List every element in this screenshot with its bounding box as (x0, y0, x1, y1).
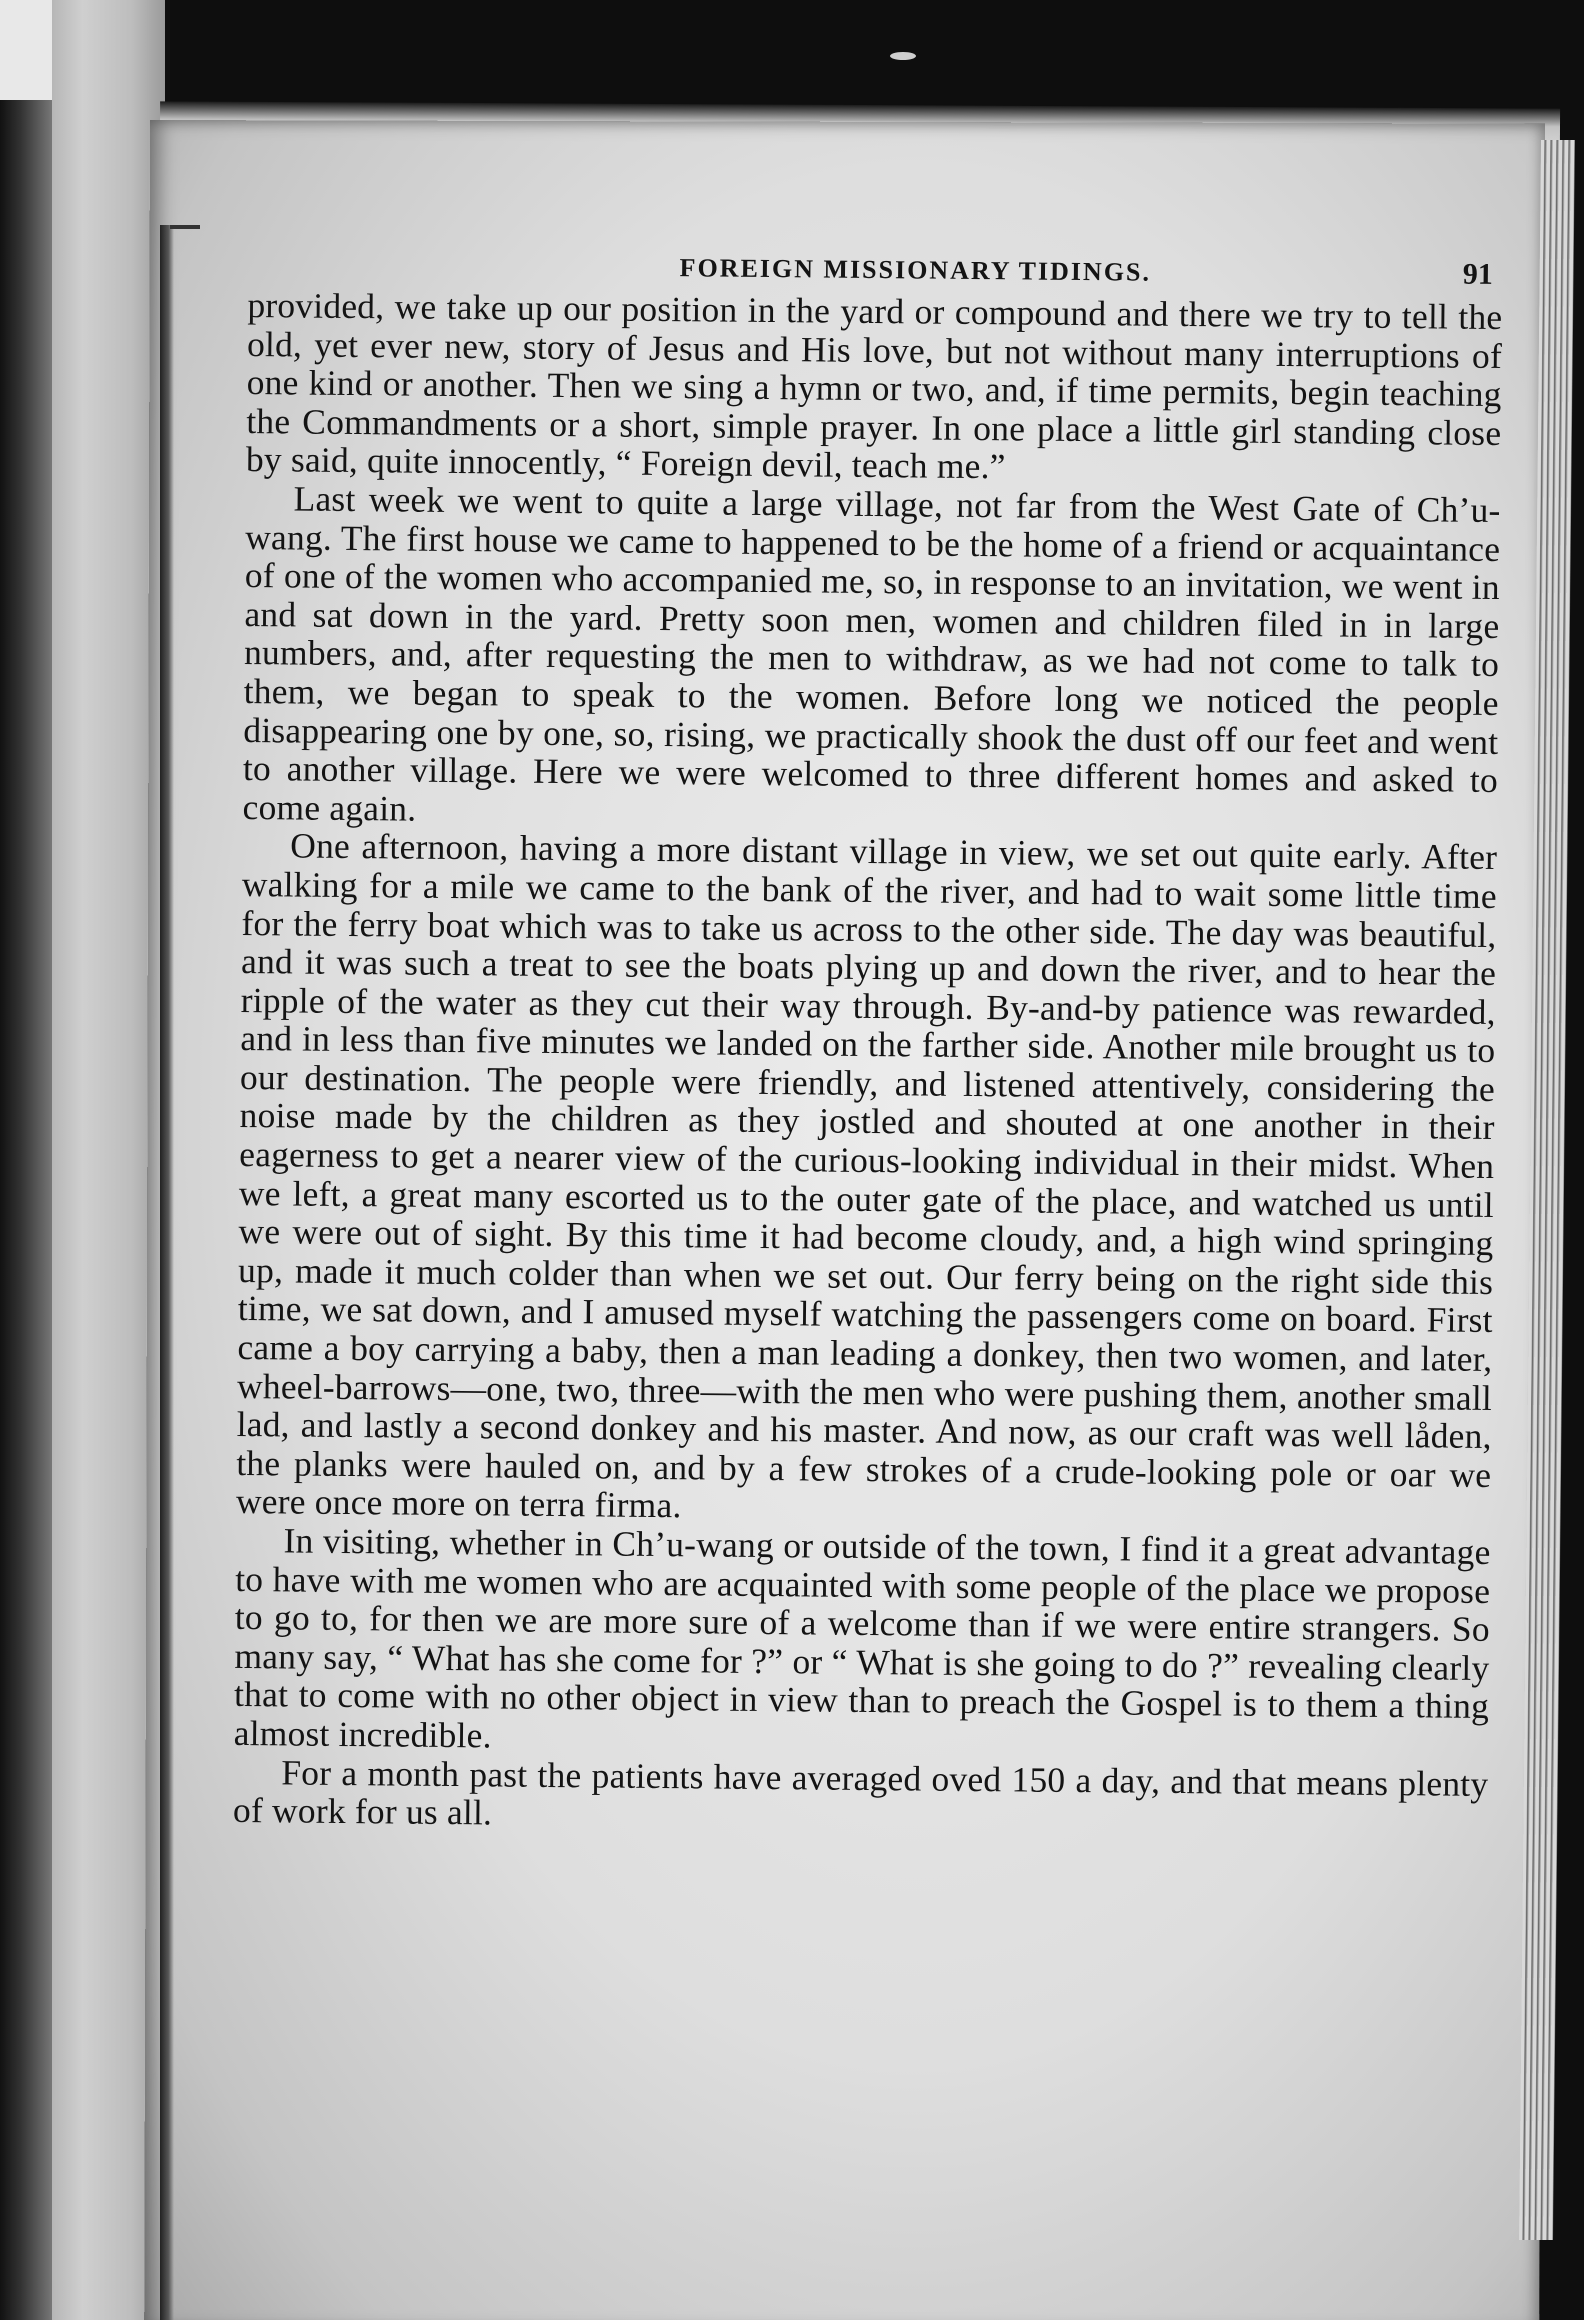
page-fold-shadow (160, 225, 174, 2320)
paragraph: provided, we take up our position in the yard or compound and there we try to tell the old, yet ever new, story of Jesus and His love, but not without many interruptions of one kind or another. Then we sing a hymn or two, and, if time permits, begin teaching the Commandments or a short, simple prayer. In one place a little girl standing close by said, quite innocently, “ Foreign devil, teach me.” (245, 284, 1503, 487)
page-number: 91 (1462, 257, 1493, 291)
paragraph: In visiting, whether in Ch’u-wang or outside of the town, I find it a great advantage to have with me women who are acquainted with some people of the place we propose to go to, for then we are more sure of a welcome than if we were entire strangers. So many say, “ What has she come for ?” or “ What is she going to do ?” revealing clearly that to come with no other object in view than to preach the Gospel is to them a thing almost incredible. (233, 1520, 1491, 1756)
paragraph: For a month past the patients have averaged oved 150 a day, and that means plenty of work for us all. (232, 1751, 1489, 1833)
paragraph: Last week we went to quite a large village, not far from the West Gate of Ch’u-wang. The first house we came to happened to be the home of a friend or acquaintance of one of the women who accompanied me, so, in response to an invitation, we went in and sat down in the yard. Pretty soon men, women and children filed in in large numbers, and, after requesting the men to withdraw, as we had not come to talk to them, we began to speak to the women. Before long we noticed the people disappearing one by one, so, rising, we practically shook the dust off our feet and went to another village. Here we were welcomed to three different homes and asked to come again. (242, 478, 1501, 829)
dust-speck (890, 52, 916, 60)
paragraph: One afternoon, having a more distant village in view, we set out quite early. After walking for a mile we came to the bank of the river, and had to wait some little time for the ferry boat which was to take us across to the other side. The day was beautiful, and it was such a treat to see the boats plying up and down the river, and to hear the ripple of the water as they cut their way through. By-and-by patience was rewarded, and in less than five minutes we landed on the farther side. Another mile brought us to our destination. The people were friendly, and listened attentively, considering the noise made by the children as they jostled and shouted at one another in their eagerness to get a nearer view of the curious-looking individual in their midst. When we left, a great many escorted us to the outer gate of the place, and watched us until we were out of sight. By this time it had become cloudy, and, a high wind springing up, made it much colder than when we set out. Our ferry being on the right side this time, we sat down, and I amused myself watching the passengers come on board. First came a boy carrying a baby, then a man leading a donkey, then two women, and later, wheel-barrows—one, two, three—with the men who were pushing them, another small lad, and lastly a second donkey and his master. And now, as our craft was well låden, the planks were hauled on, and by a few strokes of a crude-looking pole or oar we were once more on terra firma. (235, 825, 1498, 1526)
binding-tab (0, 0, 52, 100)
spine-shadow (0, 0, 52, 2320)
running-title: FOREIGN MISSIONARY TIDINGS. (679, 253, 1152, 287)
fold-mark (170, 225, 200, 229)
body-text (233, 286, 1503, 1842)
page-text (233, 246, 1503, 1842)
